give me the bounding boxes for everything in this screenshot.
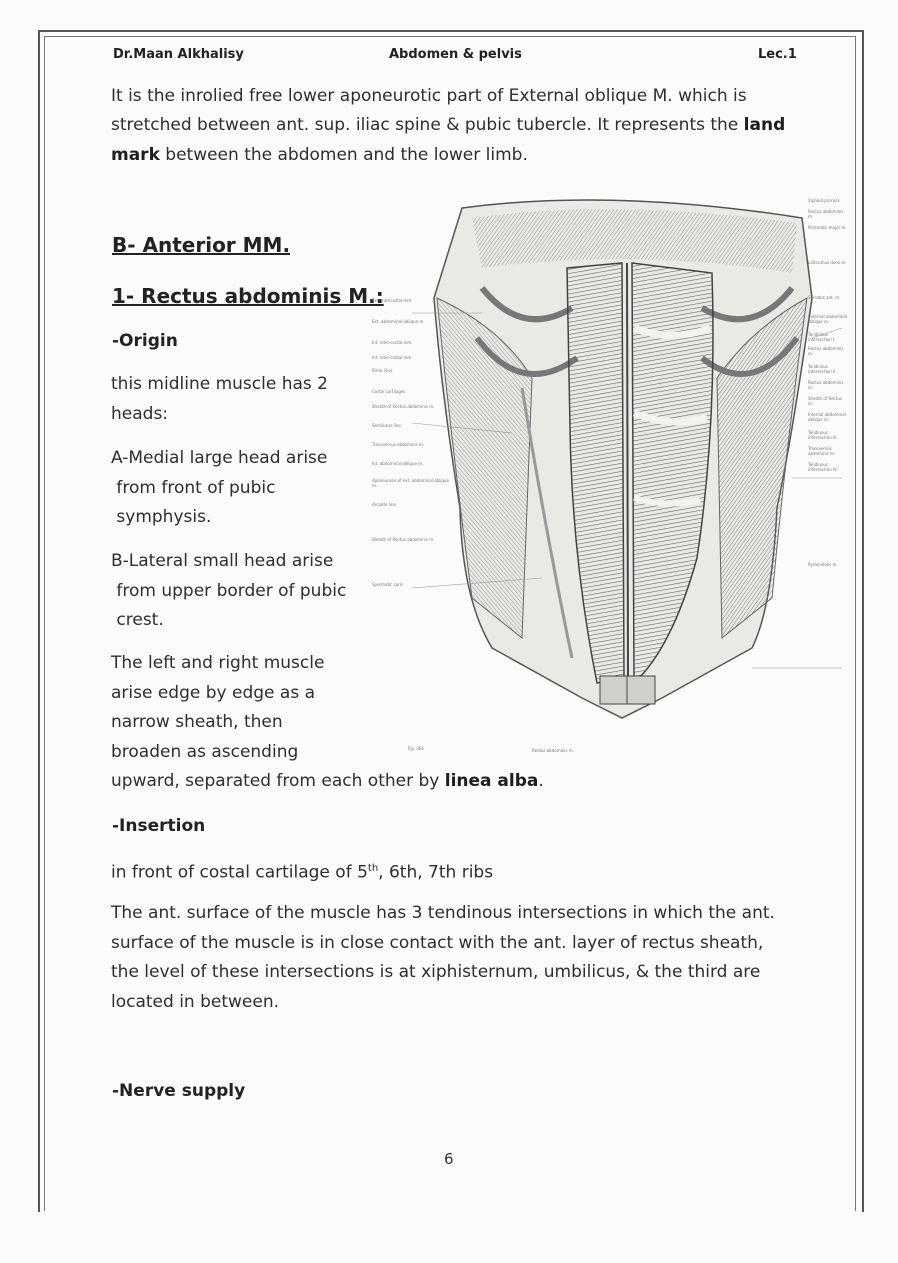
origin-paragraph-4: The left and right muscle arise edge by edge as a narrow sheath, then broaden as ascending upward, separated from each other by linea alba.	[111, 653, 544, 791]
figure-label: Transversus abdominis m.	[372, 442, 425, 447]
header-author: Dr.Maan Alkhalisy	[113, 47, 244, 62]
figure-label: Tendinous intersection III.	[808, 430, 838, 440]
figure-label: Rectus abdominis m.	[808, 346, 844, 356]
figure-label: Rectus abdominis m.	[808, 209, 844, 219]
figure-label: Arcuate line	[372, 502, 396, 507]
figure-label: External abdominal oblique m.	[808, 314, 847, 324]
figure-label: Costal cartilages	[372, 389, 406, 394]
intro-line-2: stretched between ant. sup. iliac spine & pubic tubercle. It represents the land	[111, 115, 786, 135]
figure-label: Spermatic cord	[372, 582, 403, 587]
insertion-heading: -Insertion	[112, 816, 206, 836]
figure-label: Pyramidalis m.	[808, 562, 838, 567]
header-lecture: Lec.1	[758, 47, 797, 62]
insertion-text: in front of costal cartilage of 5th, 6th, 7th ribs	[111, 862, 494, 883]
figure-label: Latissimus dorsi m.	[808, 260, 847, 265]
figure-label: Int. inter-costal mm.	[372, 340, 413, 345]
figure-label: Internal abdominal oblique m.	[808, 412, 846, 422]
header-title: Abdomen & pelvis	[389, 47, 522, 62]
figure-label: Rima (ilio)	[372, 368, 393, 373]
figure-label: Pectoralis major m.	[808, 225, 847, 230]
section-heading: B- Anterior MM.	[112, 233, 291, 257]
subsection-heading: 1- Rectus abdominis M.:	[112, 284, 384, 308]
figure-label: Tendinous intersection II.	[808, 364, 837, 374]
origin-paragraph-1: this midline muscle has 2 heads:	[111, 374, 328, 424]
figure-label: Sheath of Rectus m.	[808, 396, 842, 406]
figure-label: Sheath of Rectus abdominis m.	[372, 537, 435, 542]
intro-line-1: It is the inrolied free lower aponeurotic part of External oblique M. which is	[111, 86, 747, 106]
origin-heading: -Origin	[112, 331, 178, 351]
figure-caption: Fig. 364	[408, 746, 424, 751]
figure-label: Sheath of Rectus abdominis m.	[372, 404, 435, 409]
figure-label: Tendinous intersection I.	[808, 332, 836, 342]
figure-label: Ext. abdominal oblique m.	[372, 319, 425, 324]
figure-label: Xiphoid process	[808, 198, 840, 203]
figure-label: Transversus abdominis m.	[808, 446, 836, 456]
intro-line-3: mark between the abdomen and the lower limb.	[111, 145, 528, 165]
nerve-supply-heading: -Nerve supply	[112, 1081, 246, 1101]
figure-labels-right	[808, 198, 848, 567]
figure-label: Int. inter-costal mm.	[372, 355, 413, 360]
figure-label: Serratus ant. m.	[808, 295, 841, 300]
figure-label: Tendinous intersection IV.	[808, 462, 838, 472]
origin-head-medial: A-Medial large head arise from front of pubic symphysis.	[111, 448, 328, 527]
figure-label: Aponeurosis of ext. abdominal oblique m.	[372, 478, 449, 488]
page-number: 6	[444, 1150, 454, 1168]
rectus-abdominis-illustration	[372, 178, 850, 762]
intersections-paragraph: The ant. surface of the muscle has 3 tendinous intersections in which the ant. surface of the muscle is in close contact with the ant. layer of rectus sheath, the level of these intersections is at xiphisternum, umbilicus, & the third are located in between.	[111, 903, 775, 1012]
figure-label: Rectus abdominis m.	[532, 748, 574, 753]
figure-labels-left	[372, 298, 450, 587]
figure-label: Rectus abdominis m.	[808, 380, 844, 390]
figure-label: Ext. intercostal mm.	[372, 298, 413, 303]
figure-label: Int. abdominal oblique m.	[372, 461, 424, 466]
figure-label: Semilunar line	[372, 423, 401, 428]
origin-head-lateral: B-Lateral small head arise from upper border of pubic crest.	[111, 551, 347, 630]
